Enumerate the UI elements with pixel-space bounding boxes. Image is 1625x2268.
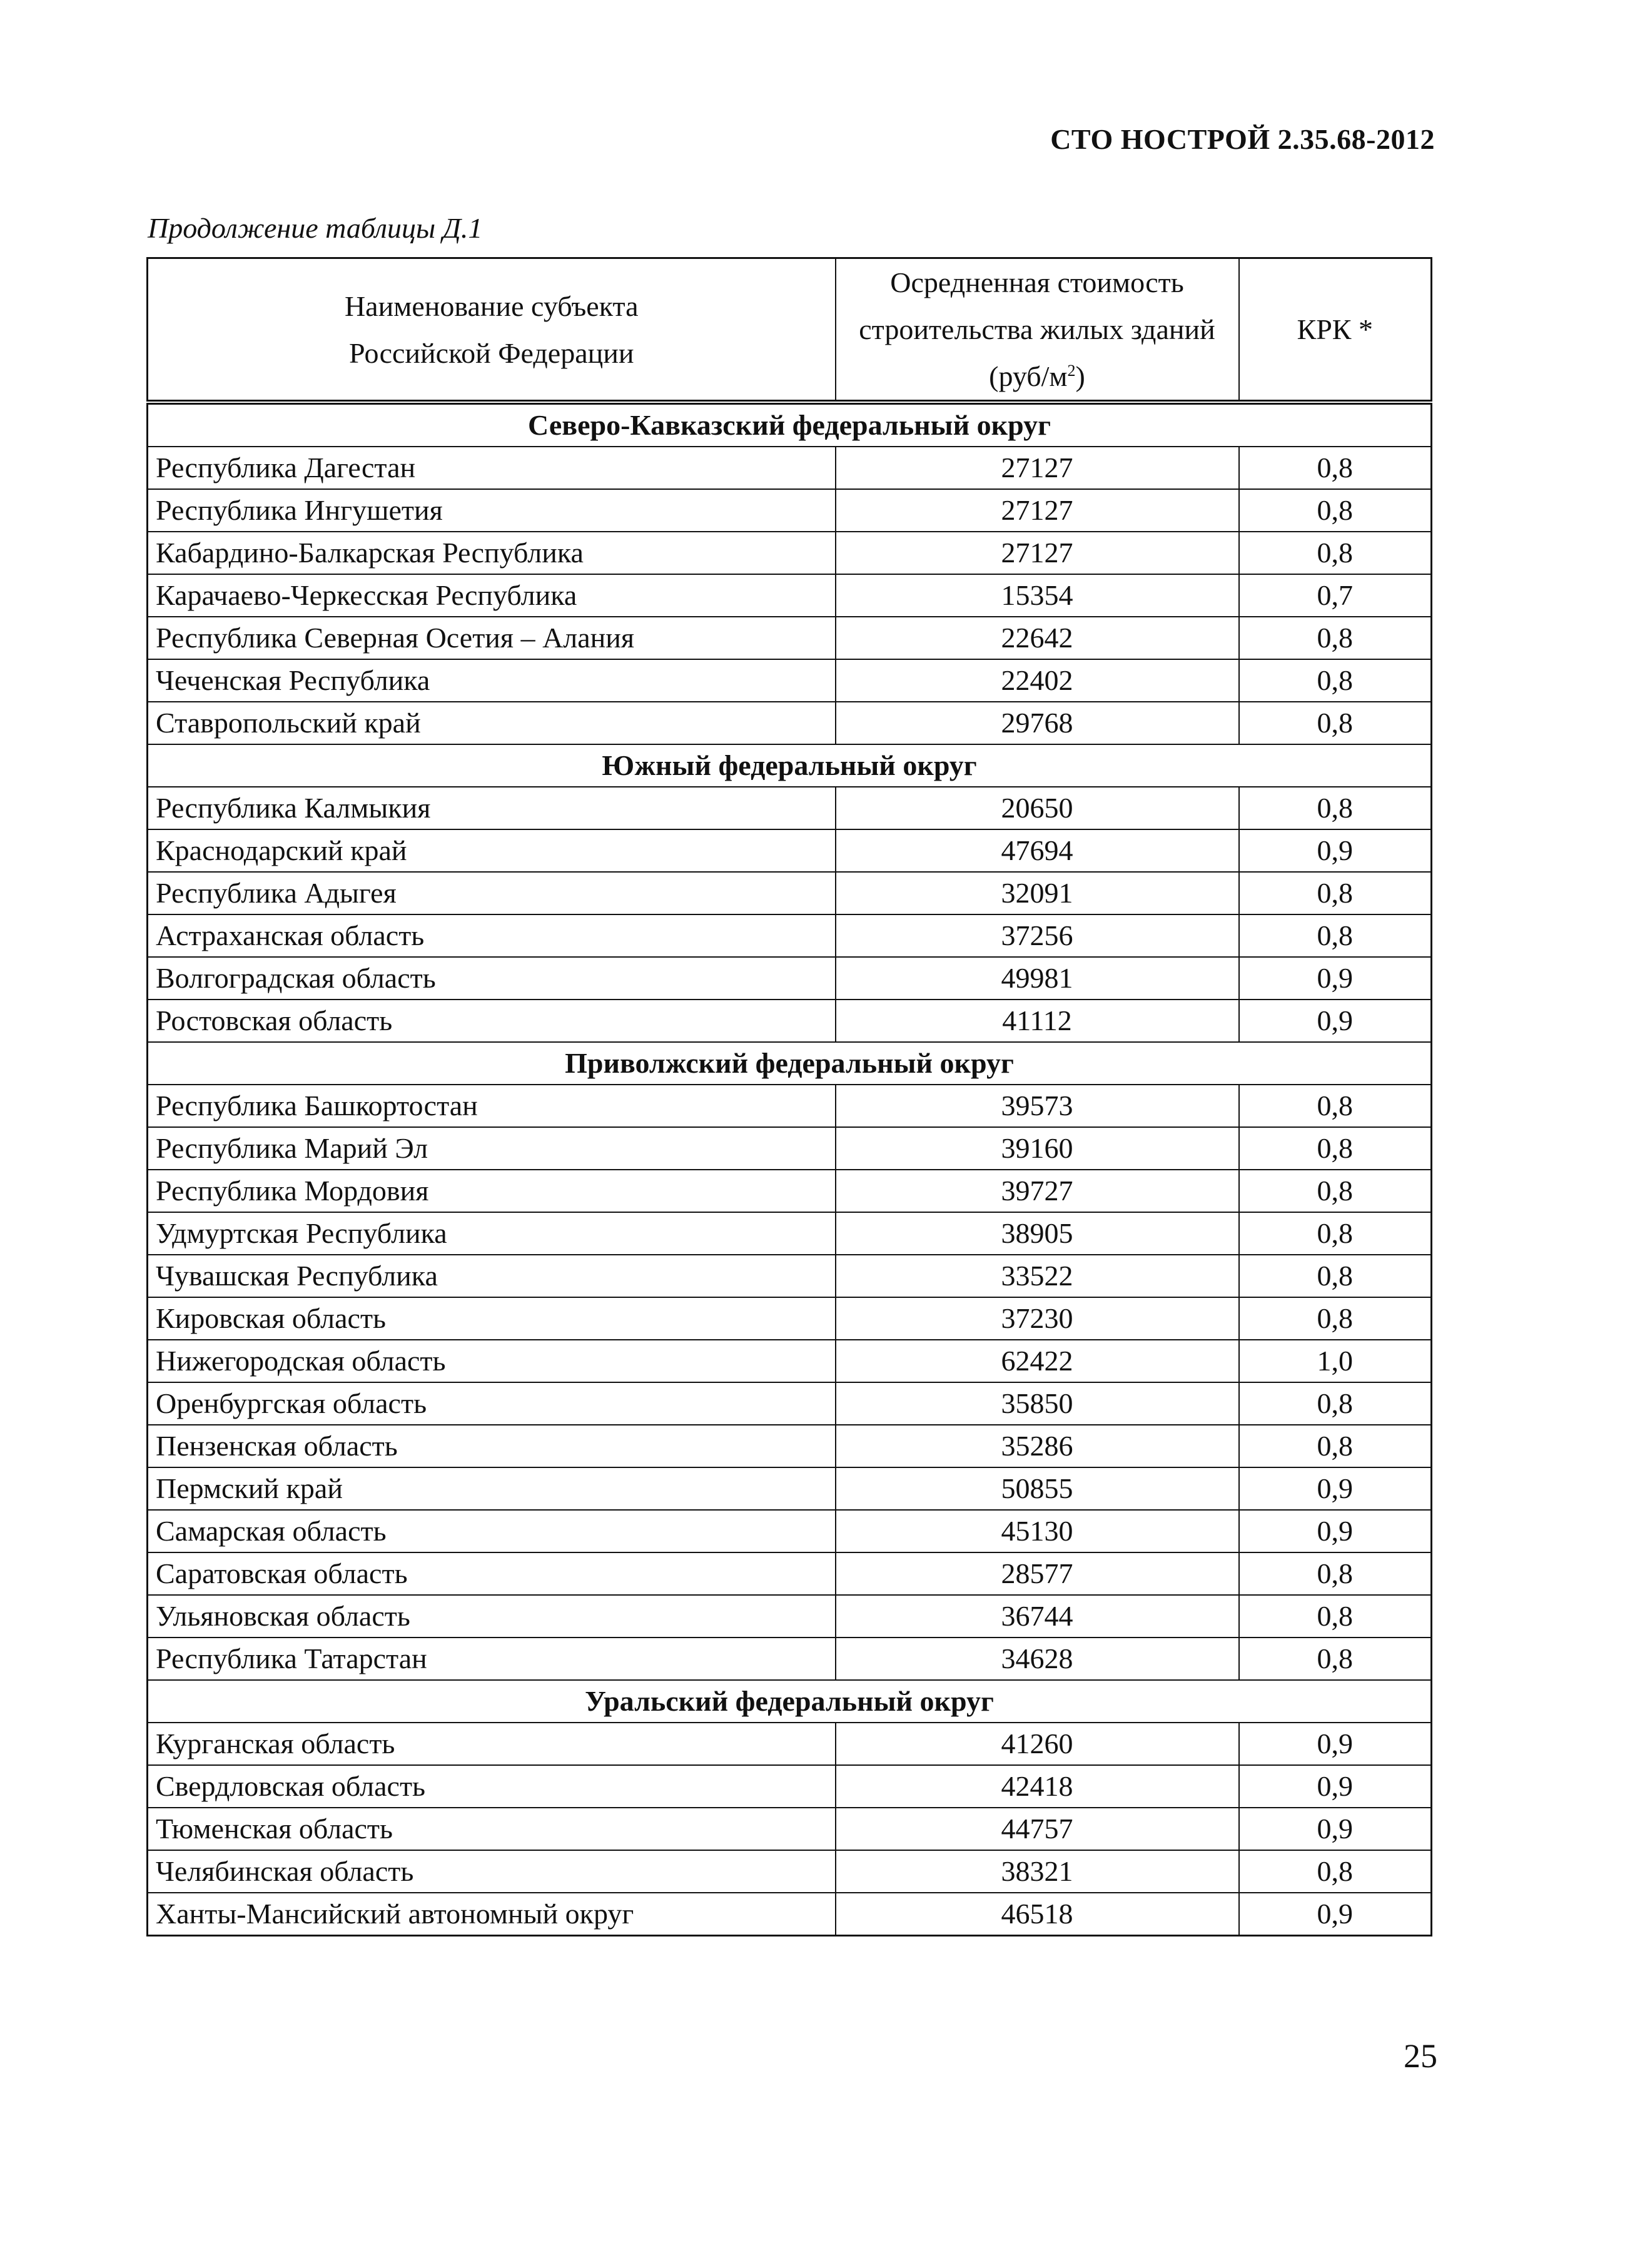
region-name-cell: Нижегородская область bbox=[148, 1340, 836, 1382]
table-row bbox=[148, 702, 1432, 744]
region-name-cell: Республика Калмыкия bbox=[148, 787, 836, 829]
cost-cell: 37230 bbox=[836, 1297, 1239, 1340]
cost-cell: 38905 bbox=[836, 1212, 1239, 1255]
krk-cell: 0,8 bbox=[1239, 1850, 1432, 1893]
krk-cell: 0,8 bbox=[1239, 1170, 1432, 1212]
region-name-cell: Астраханская область bbox=[148, 914, 836, 957]
region-name-cell: Оренбургская область bbox=[148, 1382, 836, 1425]
table-row bbox=[148, 1000, 1432, 1042]
region-name-cell: Чеченская Республика bbox=[148, 659, 836, 702]
cost-cell: 35850 bbox=[836, 1382, 1239, 1425]
krk-cell: 0,8 bbox=[1239, 872, 1432, 914]
table-row bbox=[148, 1723, 1432, 1765]
region-name-cell: Самарская область bbox=[148, 1510, 836, 1552]
cost-cell: 28577 bbox=[836, 1552, 1239, 1595]
table-row bbox=[148, 1552, 1432, 1595]
table-caption: Продолжение таблицы Д.1 bbox=[148, 212, 483, 244]
cost-cell: 37256 bbox=[836, 914, 1239, 957]
header-region-name bbox=[148, 258, 836, 403]
region-name-cell: Свердловская область bbox=[148, 1765, 836, 1808]
cost-cell: 39573 bbox=[836, 1085, 1239, 1127]
table-row bbox=[148, 1382, 1432, 1425]
cost-cell: 33522 bbox=[836, 1255, 1239, 1297]
header-region-name-line2: Российской Федерации bbox=[349, 337, 634, 369]
krk-cell: 0,8 bbox=[1239, 1085, 1432, 1127]
table-row bbox=[148, 1425, 1432, 1467]
cost-cell: 22642 bbox=[836, 617, 1239, 659]
krk-cell: 0,8 bbox=[1239, 787, 1432, 829]
krk-cell: 0,8 bbox=[1239, 1638, 1432, 1680]
cost-cell: 34628 bbox=[836, 1638, 1239, 1680]
header-cost-unit-sup: 2 bbox=[1067, 362, 1076, 380]
krk-cell: 0,8 bbox=[1239, 914, 1432, 957]
table-row bbox=[148, 1510, 1432, 1552]
table-row bbox=[148, 1638, 1432, 1680]
cost-cell: 45130 bbox=[836, 1510, 1239, 1552]
cost-cell: 49981 bbox=[836, 957, 1239, 1000]
table-row bbox=[148, 957, 1432, 1000]
page-number: 25 bbox=[1404, 2037, 1437, 2075]
cost-cell: 27127 bbox=[836, 447, 1239, 489]
cost-cell: 20650 bbox=[836, 787, 1239, 829]
region-name-cell: Республика Мордовия bbox=[148, 1170, 836, 1212]
krk-cell: 0,8 bbox=[1239, 702, 1432, 744]
table-row bbox=[148, 532, 1432, 574]
krk-cell: 0,8 bbox=[1239, 1255, 1432, 1297]
krk-cell: 0,9 bbox=[1239, 1808, 1432, 1850]
region-cost-table-container bbox=[146, 257, 1430, 1936]
krk-cell: 0,9 bbox=[1239, 957, 1432, 1000]
district-title: Уральский федеральный округ bbox=[148, 1680, 1432, 1723]
table-row bbox=[148, 1127, 1432, 1170]
header-cost-unit-pre: (руб/м bbox=[989, 360, 1068, 392]
table-header bbox=[148, 258, 1432, 403]
krk-cell: 0,9 bbox=[1239, 1510, 1432, 1552]
cost-cell: 41260 bbox=[836, 1723, 1239, 1765]
region-name-cell: Волгоградская область bbox=[148, 957, 836, 1000]
header-cost-unit-post: ) bbox=[1075, 360, 1085, 392]
cost-cell: 15354 bbox=[836, 574, 1239, 617]
table-row bbox=[148, 1808, 1432, 1850]
region-name-cell: Ханты-Мансийский автономный округ bbox=[148, 1893, 836, 1936]
krk-cell: 0,9 bbox=[1239, 1765, 1432, 1808]
table-row bbox=[148, 829, 1432, 872]
region-name-cell: Ульяновская область bbox=[148, 1595, 836, 1638]
cost-cell: 39160 bbox=[836, 1127, 1239, 1170]
district-title: Южный федеральный округ bbox=[148, 744, 1432, 787]
table-row bbox=[148, 787, 1432, 829]
krk-cell: 0,7 bbox=[1239, 574, 1432, 617]
region-cost-table bbox=[146, 257, 1432, 1936]
cost-cell: 32091 bbox=[836, 872, 1239, 914]
krk-cell: 0,9 bbox=[1239, 1000, 1432, 1042]
header-krk: КРК * bbox=[1239, 258, 1432, 403]
table-row bbox=[148, 872, 1432, 914]
krk-cell: 0,8 bbox=[1239, 1212, 1432, 1255]
table-row bbox=[148, 1085, 1432, 1127]
table-row bbox=[148, 1893, 1432, 1936]
cost-cell: 42418 bbox=[836, 1765, 1239, 1808]
table-row bbox=[148, 574, 1432, 617]
district-title: Северо-Кавказский федеральный округ bbox=[148, 402, 1432, 447]
table-row bbox=[148, 914, 1432, 957]
region-name-cell: Кабардино-Балкарская Республика bbox=[148, 532, 836, 574]
region-name-cell: Кировская область bbox=[148, 1297, 836, 1340]
krk-cell: 0,8 bbox=[1239, 447, 1432, 489]
region-name-cell: Республика Дагестан bbox=[148, 447, 836, 489]
cost-cell: 46518 bbox=[836, 1893, 1239, 1936]
cost-cell: 39727 bbox=[836, 1170, 1239, 1212]
krk-cell: 0,8 bbox=[1239, 1552, 1432, 1595]
header-average-cost-line2: строительства жилых зданий bbox=[859, 313, 1215, 345]
cost-cell: 36744 bbox=[836, 1595, 1239, 1638]
table-row bbox=[148, 1595, 1432, 1638]
krk-cell: 1,0 bbox=[1239, 1340, 1432, 1382]
header-row bbox=[148, 258, 1432, 403]
region-name-cell: Республика Адыгея bbox=[148, 872, 836, 914]
table-row bbox=[148, 1212, 1432, 1255]
header-average-cost bbox=[836, 258, 1239, 403]
region-name-cell: Удмуртская Республика bbox=[148, 1212, 836, 1255]
cost-cell: 22402 bbox=[836, 659, 1239, 702]
cost-cell: 29768 bbox=[836, 702, 1239, 744]
krk-cell: 0,8 bbox=[1239, 659, 1432, 702]
region-name-cell: Чувашская Республика bbox=[148, 1255, 836, 1297]
krk-cell: 0,9 bbox=[1239, 1467, 1432, 1510]
cost-cell: 27127 bbox=[836, 532, 1239, 574]
region-name-cell: Ставропольский край bbox=[148, 702, 836, 744]
header-average-cost-line1: Осредненная стоимость bbox=[890, 266, 1184, 298]
region-name-cell: Курганская область bbox=[148, 1723, 836, 1765]
cost-cell: 44757 bbox=[836, 1808, 1239, 1850]
cost-cell: 41112 bbox=[836, 1000, 1239, 1042]
table-row bbox=[148, 659, 1432, 702]
krk-cell: 0,8 bbox=[1239, 617, 1432, 659]
table-row bbox=[148, 617, 1432, 659]
region-name-cell: Пензенская область bbox=[148, 1425, 836, 1467]
region-name-cell: Республика Татарстан bbox=[148, 1638, 836, 1680]
region-name-cell: Республика Северная Осетия – Алания bbox=[148, 617, 836, 659]
krk-cell: 0,9 bbox=[1239, 829, 1432, 872]
region-name-cell: Челябинская область bbox=[148, 1850, 836, 1893]
table-row bbox=[148, 1297, 1432, 1340]
region-name-cell: Ростовская область bbox=[148, 1000, 836, 1042]
krk-cell: 0,9 bbox=[1239, 1893, 1432, 1936]
region-name-cell: Тюменская область bbox=[148, 1808, 836, 1850]
district-group-row bbox=[148, 1680, 1432, 1723]
cost-cell: 35286 bbox=[836, 1425, 1239, 1467]
table-row bbox=[148, 489, 1432, 532]
region-name-cell: Краснодарский край bbox=[148, 829, 836, 872]
district-group-row bbox=[148, 744, 1432, 787]
region-name-cell: Пермский край bbox=[148, 1467, 836, 1510]
krk-cell: 0,8 bbox=[1239, 1127, 1432, 1170]
district-title: Приволжский федеральный округ bbox=[148, 1042, 1432, 1085]
krk-cell: 0,8 bbox=[1239, 1595, 1432, 1638]
krk-cell: 0,8 bbox=[1239, 532, 1432, 574]
krk-cell: 0,9 bbox=[1239, 1723, 1432, 1765]
district-group-row bbox=[148, 1042, 1432, 1085]
cost-cell: 38321 bbox=[836, 1850, 1239, 1893]
header-region-name-line1: Наименование субъекта bbox=[344, 290, 639, 322]
region-name-cell: Республика Марий Эл bbox=[148, 1127, 836, 1170]
table-row bbox=[148, 1170, 1432, 1212]
region-name-cell: Республика Башкортостан bbox=[148, 1085, 836, 1127]
table-body bbox=[148, 402, 1432, 1936]
region-name-cell: Саратовская область bbox=[148, 1552, 836, 1595]
krk-cell: 0,8 bbox=[1239, 489, 1432, 532]
table-row bbox=[148, 447, 1432, 489]
table-row bbox=[148, 1255, 1432, 1297]
krk-cell: 0,8 bbox=[1239, 1425, 1432, 1467]
region-name-cell: Республика Ингушетия bbox=[148, 489, 836, 532]
district-group-row bbox=[148, 402, 1432, 447]
krk-cell: 0,8 bbox=[1239, 1382, 1432, 1425]
document-code: СТО НОСТРОЙ 2.35.68-2012 bbox=[1050, 123, 1435, 155]
cost-cell: 50855 bbox=[836, 1467, 1239, 1510]
cost-cell: 47694 bbox=[836, 829, 1239, 872]
cost-cell: 27127 bbox=[836, 489, 1239, 532]
table-row bbox=[148, 1850, 1432, 1893]
table-row bbox=[148, 1467, 1432, 1510]
header-cost-unit bbox=[989, 360, 1085, 392]
region-name-cell: Карачаево-Черкесская Республика bbox=[148, 574, 836, 617]
cost-cell: 62422 bbox=[836, 1340, 1239, 1382]
table-row bbox=[148, 1340, 1432, 1382]
krk-cell: 0,8 bbox=[1239, 1297, 1432, 1340]
table-row bbox=[148, 1765, 1432, 1808]
